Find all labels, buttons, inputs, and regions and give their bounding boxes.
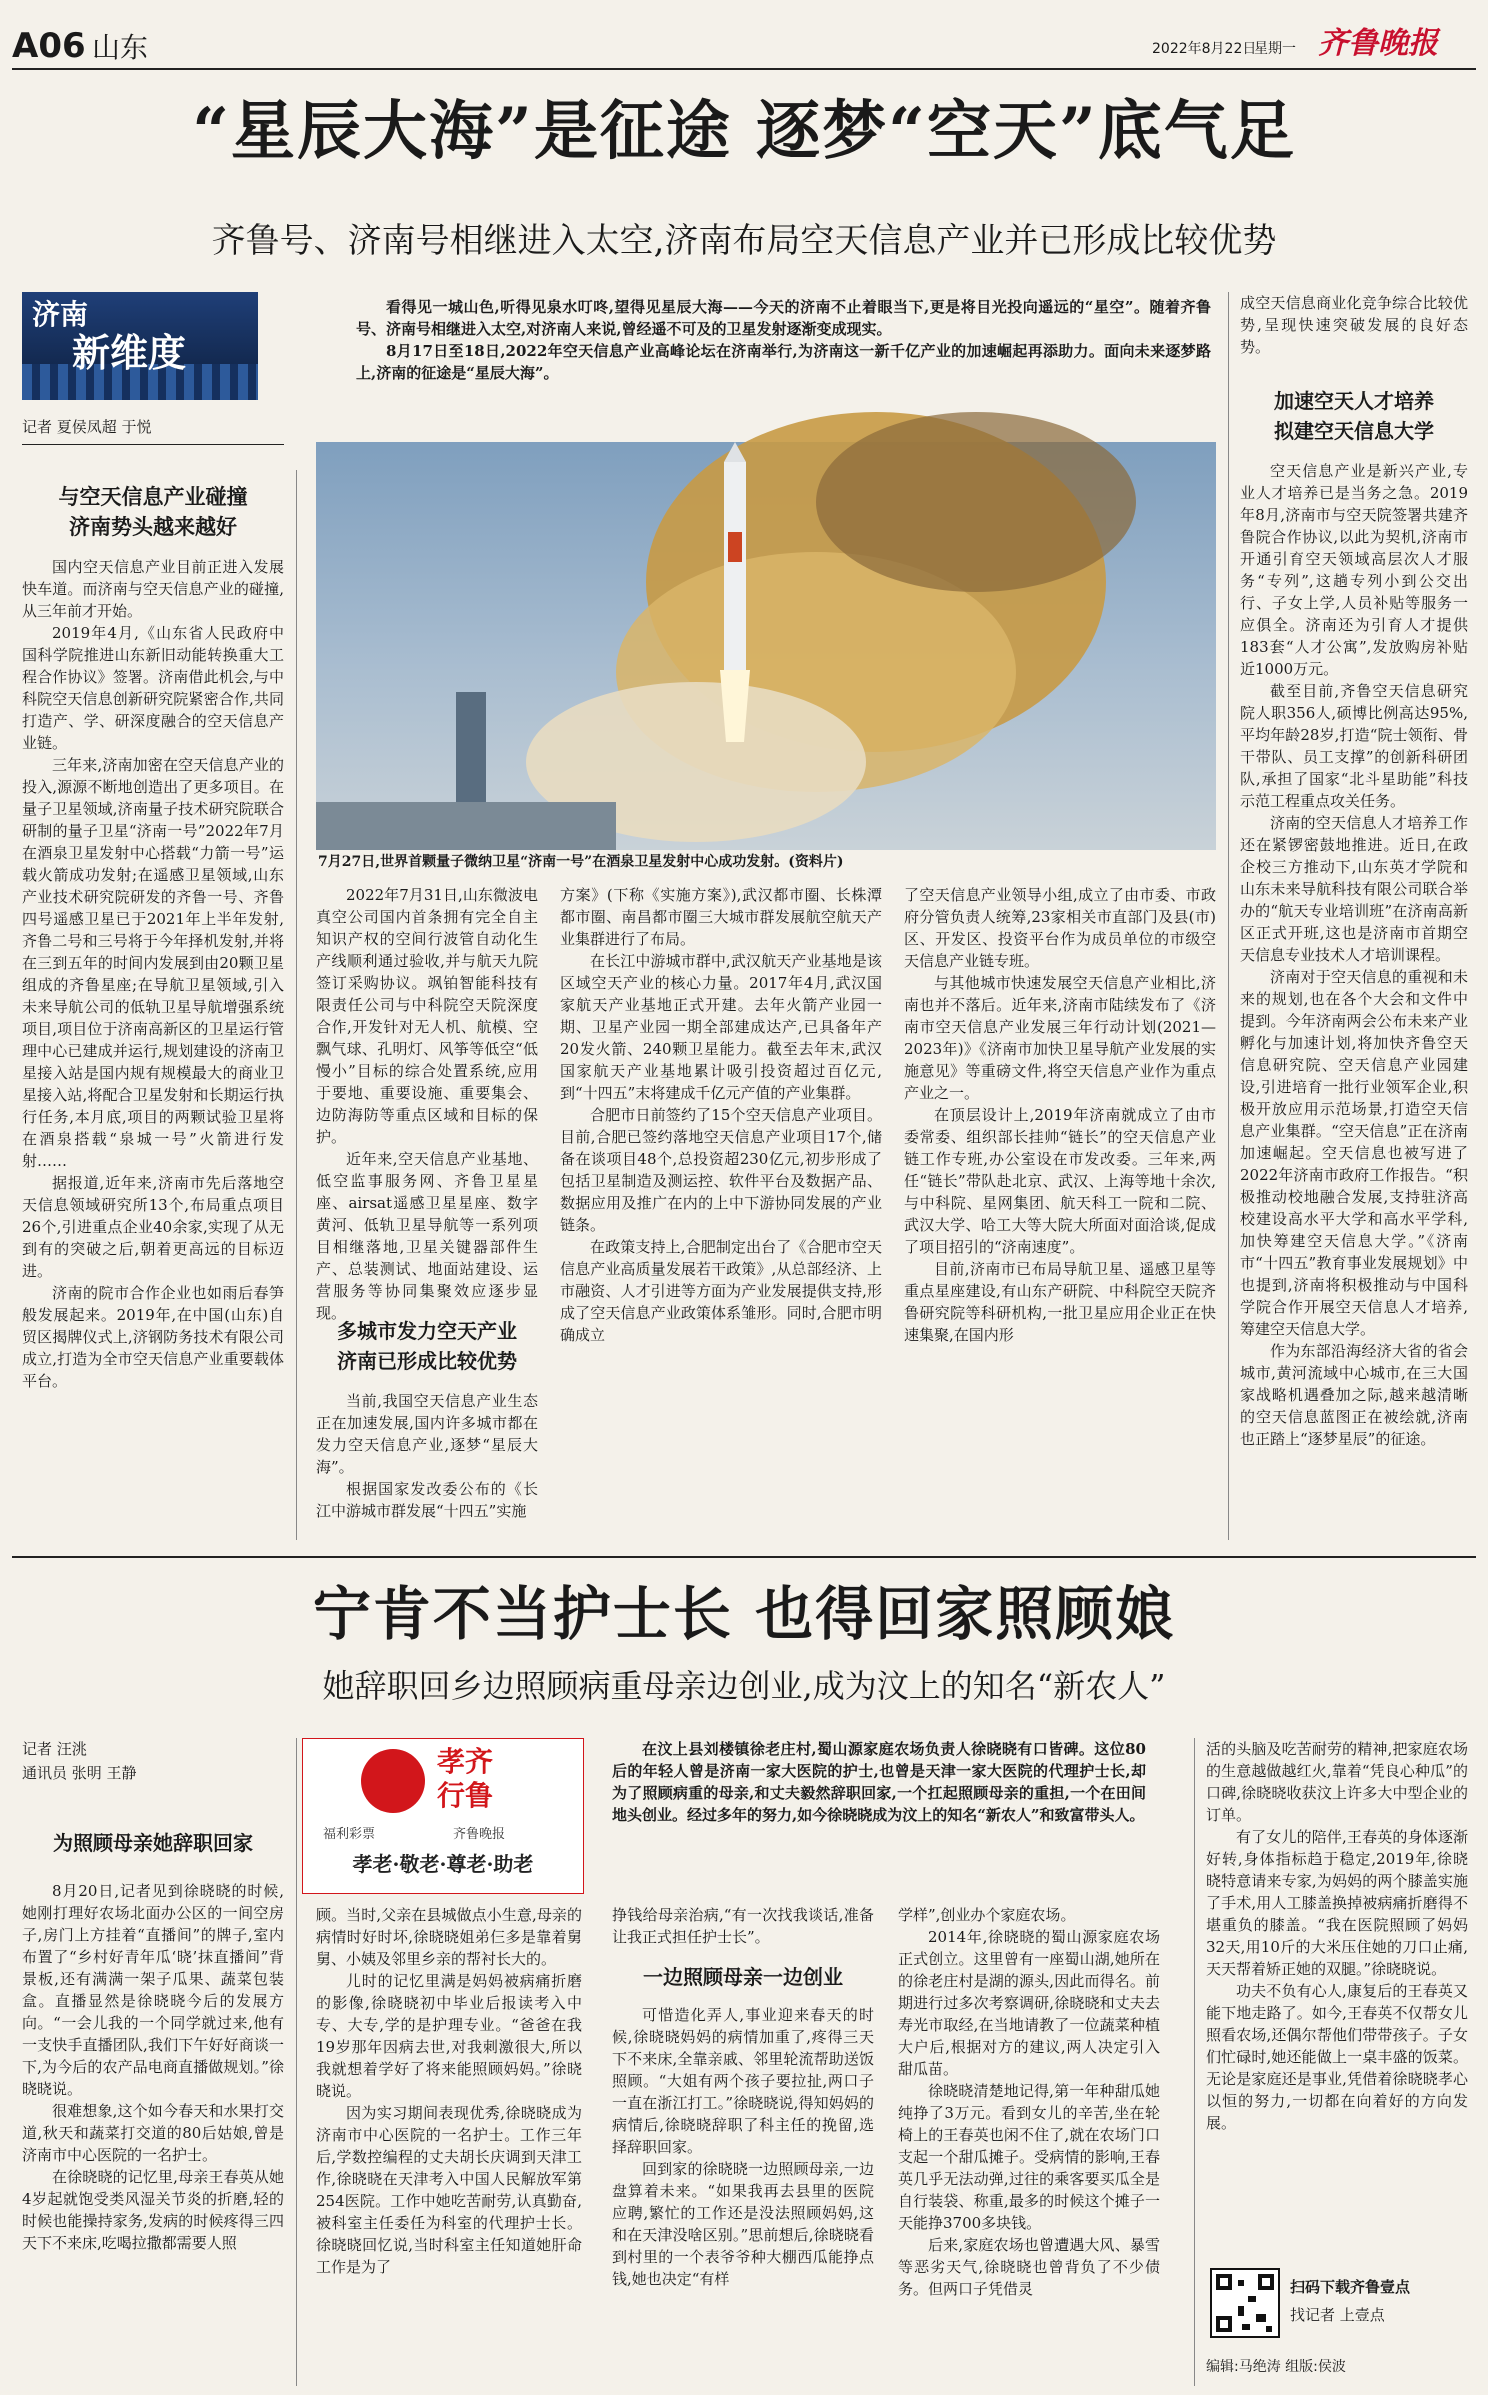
rocket-launch-photo	[316, 442, 1216, 850]
paragraph: 了空天信息产业领导小组,成立了由市委、市政府分管负责人统筹,23家相关市直部门及县(市)区、开发区、投资平台作为成员单位的市级空天信息产业链专班。	[904, 886, 1216, 970]
issue-weekday: 星期一	[1254, 41, 1296, 57]
article1-deck: 齐鲁号、济南号相继进入太空,济南布局空天信息产业并已形成比较优势	[211, 221, 1277, 261]
paragraph: 挣钱给母亲治病,“有一次找我谈话,准备让我正式担任护士长”。	[612, 1906, 874, 1946]
paragraph: 回到家的徐晓晓一边照顾母亲,一边盘算着未来。“如果我再去县里的医院应聘,繁忙的工作还是没法照顾妈妈,这和在天津没啥区别。”思前想后,徐晓晓看到村里的一个表爷爷种大棚西瓜能挣点钱,她也决定“有样	[612, 2160, 874, 2288]
paragraph: 根据国家发改委公布的《长江中游城市群发展“十四五”实施	[316, 1480, 538, 1520]
article1-column-3	[560, 884, 882, 1540]
rocket-launch-illustration	[316, 442, 1216, 850]
paragraph: 目前,济南市已布局导航卫星、遥感卫星等重点星座建设,有山东产研院、中科院空天院齐鲁研究院等科研机构,一批卫星应用企业正在快速集聚,在国内形	[904, 1260, 1216, 1344]
article1-column-2	[316, 884, 538, 1322]
paragraph: 2014年,徐晓晓的蜀山源家庭农场正式创立。这里曾有一座蜀山湖,她所在的徐老庄村是湖的源头,因此而得名。前期进行过多次考察调研,徐晓晓和丈夫去寿光市取经,在当地请教了一位蔬菜种植大户后,根据对方的建议,两人决定引入甜瓜苗。	[898, 1928, 1160, 2078]
paragraph: 国内空天信息产业目前正进入发展快车道。而济南与空天信息产业的碰撞,从三年前才开始。	[22, 558, 284, 620]
article2-column-4	[898, 1904, 1160, 2386]
paragraph: 徐晓晓清楚地记得,第一年种甜瓜她纯挣了3万元。看到女儿的辛苦,坐在轮椅上的王春英也闲不住了,就在农场门口支起一个甜瓜摊子。受病情的影响,王春英几乎无法动弹,过往的乘客要买瓜全是自行装袋、称重,最多的时候这个摊子一天能挣3700多块钱。	[898, 2082, 1160, 2232]
lede-paragraph: 看得见一城山色,听得见泉水叮咚,望得见星辰大海——今天的济南不止着眼当下,更是将目光投向遥远的“星空”。随着齐鲁号、济南号相继进入太空,对济南人来说,曾经遥不可及的卫星发射逐渐变成现实。	[356, 298, 1211, 338]
paragraph: 2019年4月,《山东省人民政府中国科学院推进山东新旧动能转换重大工程合作协议》签署。济南借此机会,与中科院空天信息创新研究院紧密合作,共同打造产、学、研深度融合的空天信息产业链。	[22, 624, 284, 752]
header-rule	[12, 68, 1476, 70]
article2-column-3b	[612, 2004, 874, 2386]
paragraph: 济南对于空天信息的重视和未来的规划,也在各个大会和文件中提到。今年济南两会公布未来产业孵化与加速计划,将加快齐鲁空天信息研究院、空天信息产业园建设,引进培育一批行业领军企业,积极开放应用示范场景,打造空天信息产业集群。“空天信息”正在济南加速崛起。空天信息也被写进了2022年济南市政府工作报告。“积极推动校地融合发展,支持驻济高校建设高水平大学和高水平学科,加快筹建空天信息大学。”《济南市“十四五”教育事业发展规划》中也提到,济南将积极推动与中国科学院合作开展空天信息人才培养,筹建空天信息大学。	[1240, 968, 1468, 1338]
subhead-multi-city: 多城市发力空天产业 济南已形成比较优势	[337, 1319, 517, 1373]
article2-column-5	[1206, 1738, 1468, 2258]
article1-lede	[356, 296, 1211, 426]
logo-title: 孝齐	[437, 1745, 494, 1778]
column-divider	[296, 470, 297, 1540]
lede-paragraph: 8月17日至18日,2022年空天信息产业高峰论坛在济南举行,为济南这一新千亿产业的加速崛起再添助力。面向未来逐梦路上,济南的征途是“星辰大海”。	[356, 342, 1211, 382]
column-divider	[296, 1738, 297, 2386]
paragraph: 2022年7月31日,山东微波电真空公司国内首条拥有完全自主知识产权的空间行波管自动化生产线顺利通过验收,并与航天九院签订采购协议。飒铂智能科技有限责任公司与中科院空天院深度合作,开发针对无人机、航模、空飘气球、孔明灯、风筝等低空“低慢小”目标的综合处置系统,应用于要地、重要设施、重要集会、边防海防等重点区域和目标的保护。	[316, 886, 538, 1146]
paragraph: 有了女儿的陪伴,王春英的身体逐渐好转,身体指标趋于稳定,2019年,徐晓晓特意请来专家,为妈妈的两个膝盖实施了手术,用人工膝盖换掉被病痛折磨得不堪重负的膝盖。“我在医院照顾了妈妈32天,用10斤的大米压住她的刀口止痛,天天帮着矫正她的双腿。”徐晓晓说。	[1206, 1828, 1468, 1978]
article2-byline-reporter: 记者 汪洮	[22, 1740, 87, 1758]
editor-credit: 编辑:马绝涛 组版:侯波	[1206, 2359, 1346, 2375]
article2-column-3	[612, 1904, 874, 1954]
paragraph: 与其他城市快速发展空天信息产业相比,济南也并不落后。近年来,济南市陆续发布了《济南市空天信息产业发展三年行动计划(2021—2023年)》《济南市加快卫星导航产业发展的实施意见》等重磅文件,将空天信息产业作为重点产业之一。	[904, 974, 1216, 1102]
paragraph: 儿时的记忆里满是妈妈被病痛折磨的影像,徐晓晓初中毕业后报读考入中专、大专,学的是护理专业。“爸爸在我19岁那年因病去世,对我刺激很大,所以我就想着学好了将来能照顾妈妈。”徐晓晓说。	[316, 1972, 582, 2100]
article1-column-5	[1240, 292, 1468, 364]
photo-caption: 7月27日,世界首颗量子微纳卫星“济南一号”在酒泉卫星发射中心成功发射。(资料片)	[318, 854, 844, 870]
article1-column-4	[904, 884, 1216, 1540]
paragraph: 方案》(下称《实施方案》),武汉都市圈、长株潭都市圈、南昌都市圈三大城市群发展航空航天产业集群进行了布局。	[560, 886, 882, 948]
qr-code[interactable]	[1210, 2268, 1280, 2338]
paragraph: 据报道,近年来,济南市先后落地空天信息领域研究所13个,布局重点项目26个,引进重点企业40余家,实现了从无到有的突破之后,朝着更高远的目标迈进。	[22, 1174, 284, 1280]
article1-byline: 记者 夏侯凤超 于悦	[22, 418, 152, 436]
paragraph: 当前,我国空天信息产业生态正在加速发展,国内许多城市都在发力空天信息产业,逐梦“星辰大海”。	[316, 1392, 538, 1476]
subhead-care-and-business: 一边照顾母亲一边创业	[643, 1965, 843, 1989]
article2-headline: 宁肯不当护士长 也得回家照顾娘	[312, 1580, 1176, 1648]
paragraph: 截至目前,齐鲁空天信息研究院人职356人,硕博比例高达95%,平均年龄28岁,打造“院士领衔、骨干带队、员工支撑”的创新科研团队,承担了国家“北斗星助能”科技示范工程重点攻关任务。	[1240, 682, 1468, 810]
subhead-collision: 与空天信息产业碰撞 济南势头越来越好	[58, 484, 248, 539]
paragraph: 作为东部沿海经济大省的省会城市,黄河流域中心城市,在三大国家战略机遇叠加之际,越来越清晰的空天信息蓝图正在被绘就,济南也正踏上“逐梦星辰”的征途。	[1240, 1342, 1468, 1448]
column-divider	[1194, 1738, 1195, 2386]
subhead-talent: 加速空天人才培养 拟建空天信息大学	[1274, 389, 1434, 443]
paragraph: 三年来,济南加密在空天信息产业的投入,源源不断地创造出了更多项目。在量子卫星领域,济南量子技术研究院联合研制的量子卫星“济南一号”2022年7月在酒泉卫星发射中心搭载“力箭一号”运载火箭成功发射;在遥感卫星领域,山东产业技术研究院研发的齐鲁一号、齐鲁四号遥感卫星已于2021年上半年发射,齐鲁二号和三号将于今年择机发射,并将在三到五年的时间内发展到由20颗卫星组成的齐鲁星座;在导航卫星领域,引入未来导航公司的低轨卫星导航增强系统项目,项目位于济南高新区的卫星运行管理中心已建成并运行,规划建设的济南卫星接入站是国内规有规模最大的商业卫星接入站,将配合卫星发射和长期运行执行任务,本月底,项目的两颗试验卫星将在酒泉搭载“泉城一号”火箭进行发射……	[22, 756, 284, 1170]
paragraph: 空天信息产业是新兴产业,专业人才培养已是当务之急。2019年8月,济南市与空天院签署共建齐鲁院合作协议,以此为契机,济南市开通引育空天领域高层次人才服务“专列”,这趟专列小到公交出行、子女上学,人员补贴等服务一应俱全。济南还为引育人才提供183套“人才公寓”,发放购房补贴近1000万元。	[1240, 462, 1468, 678]
article2-column-1	[22, 1880, 284, 2386]
logo-title-2: 行鲁	[437, 1779, 494, 1812]
article2-byline-correspondent: 通讯员 张明 王静	[22, 1764, 137, 1782]
paragraph: 合肥市日前签约了15个空天信息产业项目。目前,合肥已签约落地空天信息产业项目17个,储备在谈项目48个,总投资超230亿元,初步形成了包括卫星制造及测运控、软件平台及数据产品、数据应用及推广在内的上中下游协同发展的产业链条。	[560, 1106, 882, 1234]
badge-title: 新维度	[72, 331, 187, 375]
byline-rule	[22, 444, 284, 445]
article2-deck: 她辞职回乡边照顾病重母亲边创业,成为汶上的知名“新农人”	[322, 1667, 1166, 1705]
article2-lede	[612, 1738, 1146, 1886]
paragraph: 济南的院市合作企业也如雨后春笋般发展起来。2019年,在中国(山东)自贸区揭牌仪式上,济钢防务技术有限公司成立,打造为全市空天信息产业重要载体平台。	[22, 1284, 284, 1390]
page-number: A06	[12, 26, 86, 66]
paragraph: 8月20日,记者见到徐晓晓的时候,她刚打理好农场北面办公区的一间空房子,房门上方挂着“直播间”的牌子,室内布置了“乡村好青年瓜‘晓’抹直播间”背景板,还有满满一架子瓜果、蔬菜包装盒。直播显然是徐晓晓今后的发展方向。“一会儿我的一个同学就过来,他有一支快手直播团队,我们下午好好商谈一下,为今后的农产品电商直播做规划。”徐晓晓说。	[22, 1882, 284, 2098]
article2-column-2	[316, 1904, 582, 2386]
subhead-resign: 为照顾母亲她辞职回家	[53, 1831, 253, 1855]
lede-paragraph: 在汶上县刘楼镇徐老庄村,蜀山源家庭农场负责人徐晓晓有口皆碑。这位80后的年轻人曾是济南一家大医院的护士,也曾是天津一家大医院的代理护士长,却为了照顾病重的母亲,和丈夫毅然辞职回家,一个扛起照顾母亲的重担,一个在田间地头创业。经过多年的努力,如今徐晓晓成为汶上的知名“新农人”和致富带头人。	[612, 1740, 1146, 1824]
article-separator	[12, 1556, 1476, 1558]
badge-city: 济南	[32, 298, 89, 331]
logo-sponsor-left: 福利彩票	[323, 1827, 376, 1842]
paragraph: 近年来,空天信息产业基地、低空监事服务网、齐鲁卫星星座、airsat遥感卫星星座、数字黄河、低轨卫星导航等一系列项目相继落地,卫星关键器部件生产、总装测试、地面站建设、运营服务等协同集聚效应逐步显现。	[316, 1150, 538, 1322]
logo-slogan: 孝老·敬老·尊老·助老	[352, 1852, 534, 1876]
paragraph: 学样”,创业办个家庭农场。	[898, 1906, 1076, 1924]
paragraph: 在长江中游城市群中,武汉航天产业基地是该区域空天产业的核心力量。2017年4月,武汉国家航天产业基地正式开建。去年火箭产业园一期、卫星产业园一期全部建成达产,已具备年产20发火箭、240颗卫星能力。截至去年末,武汉国家航天产业基地累计吸引投资超过百亿元,到“十四五”末将建成千亿元产值的产业集群。	[560, 952, 882, 1102]
paragraph: 成空天信息商业化竞争综合比较优势,呈现快速突破发展的良好态势。	[1240, 294, 1468, 356]
paragraph: 在徐晓晓的记忆里,母亲王春英从她4岁起就饱受类风湿关节炎的折磨,轻的时候也能操持家务,发病的时候疼得三四天下不来床,吃喝拉撒都需要人照	[22, 2168, 284, 2252]
logo-emblem	[361, 1749, 425, 1813]
paragraph: 济南的空天信息人才培养工作还在紧锣密鼓地推进。近日,在政企校三方推动下,山东英才学院和山东未来导航科技有限公司联合举办的“航天专业培训班”在济南高新区正式开班,这也是济南市首期空天信息专业技术人才培训课程。	[1240, 814, 1468, 964]
xiao-qi-xing-lu-logo	[302, 1738, 584, 1894]
paragraph: 顾。当时,父亲在县城做点小生意,母亲的病情时好时坏,徐晓晓姐弟仨多是靠着舅舅、小姨及邻里乡亲的帮衬长大的。	[316, 1906, 582, 1968]
qr-code-pattern-icon	[1212, 2270, 1278, 2336]
article1-headline: “星辰大海”是征途 逐梦“空天”底气足	[192, 94, 1296, 169]
article1-column-5b	[1240, 460, 1468, 1540]
paragraph: 后来,家庭农场也曾遭遇大风、暴雪等恶劣天气,徐晓晓也曾背负了不少债务。但两口子凭借灵	[898, 2236, 1160, 2298]
paragraph: 很难想象,这个如今春天和水果打交道,秋天和蔬菜打交道的80后姑娘,曾是济南市中心医院的一名护士。	[22, 2102, 284, 2164]
paragraph: 功夫不负有心人,康复后的王春英又能下地走路了。如今,王春英不仅帮女儿照看农场,还偶尔帮他们带带孩子。子女们忙碌时,她还能做上一桌丰盛的饭菜。无论是家庭还是事业,凭借着徐晓晓孝心以恒的努力,一切都在向着好的方向发展。	[1206, 1982, 1468, 2132]
qr-caption-download: 扫码下载齐鲁壹点	[1290, 2278, 1411, 2296]
logo-sponsor-right: 齐鲁晚报	[453, 1827, 506, 1842]
paragraph: 在顶层设计上,2019年济南就成立了由市委常委、组织部长挂帅“链长”的空天信息产业链工作专班,办公室设在市发改委。三年来,两任“链长”带队赴北京、武汉、上海等地十余次,与中科院、星网集团、航天科工一院和二院、武汉大学、哈工大等大院大所面对面洽谈,促成了项目招引的“济南速度”。	[904, 1106, 1216, 1256]
brand-logo: 齐鲁晚报	[1318, 26, 1438, 61]
paragraph: 在政策支持上,合肥制定出台了《合肥市空天信息产业高质量发展若干政策》,从总部经济、上市融资、人才引进等方面为产业发展提供支持,形成了空天信息产业政策体系雏形。同时,合肥市明确成立	[560, 1238, 882, 1344]
paragraph: 可惜造化弄人,事业迎来春天的时候,徐晓晓妈妈的病情加重了,疼得三天下不来床,全靠亲戚、邻里轮流帮助送饭照顾。“大姐有两个孩子要拉扯,两口子一直在浙江打工。”徐晓晓说,得知妈妈的病情后,徐晓晓辞职了科主任的挽留,选择辞职回家。	[612, 2006, 874, 2156]
section-name: 山东	[92, 31, 149, 64]
paragraph: 因为实习期间表现优秀,徐晓晓成为济南市中心医院的一名护士。工作三年后,学数控编程的丈夫胡长庆调到天津工作,徐晓晓在天津考入中国人民解放军第254医院。工作中她吃苦耐劳,认真勤奋,被科室主任委任为科室的代理护士长。徐晓晓回忆说,当时科室主任知道她肝命工作是为了	[316, 2104, 582, 2276]
column-divider	[1228, 292, 1229, 1540]
paragraph: 活的头脑及吃苦耐劳的精神,把家庭农场的生意越做越红火,靠着“凭良心种瓜”的口碑,徐晓晓收获汶上许多大中型企业的订单。	[1206, 1740, 1468, 1824]
article1-column-1	[22, 556, 284, 1540]
qr-caption-contact: 找记者 上壹点	[1290, 2306, 1385, 2324]
column-badge	[22, 292, 258, 400]
issue-date: 2022年8月22日	[1152, 41, 1257, 57]
article1-column-2b	[316, 1390, 538, 1540]
